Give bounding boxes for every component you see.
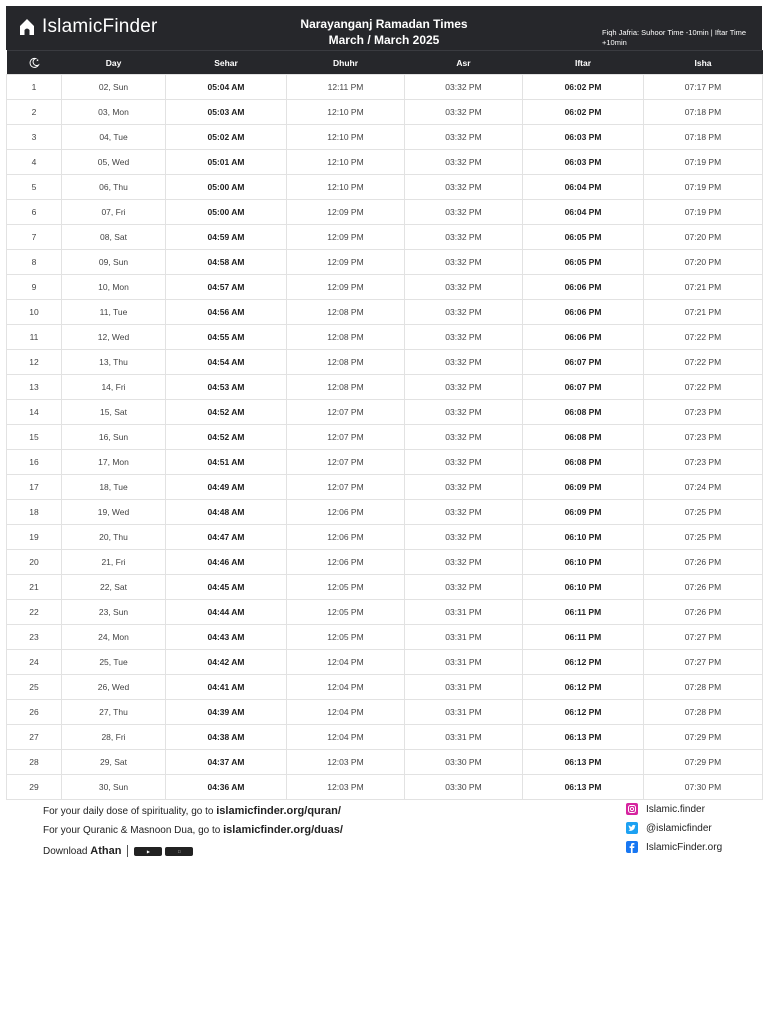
table-row (7, 550, 763, 575)
table-header-row (7, 51, 763, 75)
isha-cell: 07:21 PM (644, 300, 763, 325)
footer-quran-line (43, 805, 341, 817)
isha-cell: 07:25 PM (644, 500, 763, 525)
sehar-cell: 04:39 AM (166, 700, 287, 725)
sehar-cell: 05:03 AM (166, 100, 287, 125)
sehar-cell: 04:45 AM (166, 575, 287, 600)
iftar-cell: 06:13 PM (523, 775, 644, 800)
sehar-cell: 05:01 AM (166, 150, 287, 175)
timetable-page (6, 6, 762, 800)
isha-cell: 07:28 PM (644, 675, 763, 700)
ramadan-day-cell: 16 (7, 450, 62, 475)
ramadan-day-cell: 18 (7, 500, 62, 525)
asr-cell: 03:32 PM (405, 275, 523, 300)
ramadan-day-cell: 5 (7, 175, 62, 200)
sehar-cell: 04:36 AM (166, 775, 287, 800)
sehar-cell: 04:58 AM (166, 250, 287, 275)
iftar-cell: 06:10 PM (523, 525, 644, 550)
date-cell: 28, Fri (62, 725, 166, 750)
isha-cell: 07:20 PM (644, 250, 763, 275)
asr-cell: 03:32 PM (405, 325, 523, 350)
isha-cell: 07:26 PM (644, 575, 763, 600)
column-header-isha: Isha (644, 51, 763, 75)
app-store-badge[interactable] (165, 847, 193, 856)
dhuhr-cell: 12:04 PM (287, 650, 405, 675)
date-cell: 14, Fri (62, 375, 166, 400)
date-cell: 26, Wed (62, 675, 166, 700)
asr-cell: 03:32 PM (405, 125, 523, 150)
isha-cell: 07:18 PM (644, 125, 763, 150)
ramadan-day-cell: 13 (7, 375, 62, 400)
ramadan-day-cell: 29 (7, 775, 62, 800)
isha-cell: 07:17 PM (644, 75, 763, 100)
table-row (7, 425, 763, 450)
asr-cell: 03:32 PM (405, 550, 523, 575)
instagram-link[interactable] (626, 803, 705, 815)
table-row (7, 500, 763, 525)
dhuhr-cell: 12:11 PM (287, 75, 405, 100)
iftar-cell: 06:09 PM (523, 475, 644, 500)
isha-cell: 07:22 PM (644, 350, 763, 375)
footer-quran-text: For your daily dose of spirituality, go to (43, 806, 217, 817)
sehar-cell: 04:57 AM (166, 275, 287, 300)
ramadan-day-cell: 26 (7, 700, 62, 725)
ramadan-day-cell: 25 (7, 675, 62, 700)
isha-cell: 07:23 PM (644, 450, 763, 475)
date-cell: 27, Thu (62, 700, 166, 725)
iftar-cell: 06:11 PM (523, 625, 644, 650)
athan-app-name: Athan (90, 845, 122, 857)
asr-cell: 03:30 PM (405, 750, 523, 775)
dhuhr-cell: 12:05 PM (287, 625, 405, 650)
iftar-cell: 06:08 PM (523, 425, 644, 450)
iftar-cell: 06:08 PM (523, 400, 644, 425)
table-body (7, 75, 763, 800)
google-play-badge[interactable]: ▶ (134, 847, 162, 856)
ramadan-day-cell: 9 (7, 275, 62, 300)
asr-cell: 03:31 PM (405, 675, 523, 700)
dhuhr-cell: 12:10 PM (287, 150, 405, 175)
table-row (7, 225, 763, 250)
isha-cell: 07:28 PM (644, 700, 763, 725)
isha-cell: 07:20 PM (644, 225, 763, 250)
asr-cell: 03:32 PM (405, 350, 523, 375)
date-cell: 22, Sat (62, 575, 166, 600)
ramadan-day-cell: 2 (7, 100, 62, 125)
sehar-cell: 04:48 AM (166, 500, 287, 525)
iftar-cell: 06:03 PM (523, 125, 644, 150)
column-header-asr: Asr (405, 51, 523, 75)
sehar-cell: 04:37 AM (166, 750, 287, 775)
quran-link[interactable]: islamicfinder.org/quran/ (216, 805, 341, 817)
brand-name: IslamicFinder (42, 16, 158, 37)
table-row (7, 600, 763, 625)
iftar-cell: 06:05 PM (523, 250, 644, 275)
date-cell: 10, Mon (62, 275, 166, 300)
dhuhr-cell: 12:09 PM (287, 200, 405, 225)
iftar-cell: 06:06 PM (523, 300, 644, 325)
isha-cell: 07:24 PM (644, 475, 763, 500)
dhuhr-cell: 12:06 PM (287, 550, 405, 575)
iftar-cell: 06:11 PM (523, 600, 644, 625)
sehar-cell: 04:55 AM (166, 325, 287, 350)
asr-cell: 03:32 PM (405, 300, 523, 325)
isha-cell: 07:27 PM (644, 650, 763, 675)
table-row (7, 675, 763, 700)
sehar-cell: 04:49 AM (166, 475, 287, 500)
date-cell: 23, Sun (62, 600, 166, 625)
iftar-cell: 06:08 PM (523, 450, 644, 475)
iftar-cell: 06:06 PM (523, 325, 644, 350)
sehar-cell: 04:52 AM (166, 400, 287, 425)
ramadan-day-cell: 12 (7, 350, 62, 375)
iftar-cell: 06:13 PM (523, 750, 644, 775)
date-cell: 09, Sun (62, 250, 166, 275)
table-row (7, 750, 763, 775)
date-cell: 20, Thu (62, 525, 166, 550)
facebook-icon (626, 841, 638, 853)
asr-cell: 03:32 PM (405, 500, 523, 525)
date-cell: 08, Sat (62, 225, 166, 250)
asr-cell: 03:31 PM (405, 700, 523, 725)
ramadan-day-cell: 11 (7, 325, 62, 350)
table-row (7, 125, 763, 150)
isha-cell: 07:21 PM (644, 275, 763, 300)
sehar-cell: 04:54 AM (166, 350, 287, 375)
ramadan-day-cell: 23 (7, 625, 62, 650)
table-row (7, 175, 763, 200)
dhuhr-cell: 12:03 PM (287, 775, 405, 800)
ramadan-day-cell: 14 (7, 400, 62, 425)
table-row (7, 725, 763, 750)
dhuhr-cell: 12:08 PM (287, 350, 405, 375)
asr-cell: 03:32 PM (405, 175, 523, 200)
ramadan-day-cell: 10 (7, 300, 62, 325)
column-header-day: Day (62, 51, 166, 75)
table-row (7, 450, 763, 475)
footer-duas-line (43, 824, 343, 836)
isha-cell: 07:30 PM (644, 775, 763, 800)
ramadan-day-cell: 6 (7, 200, 62, 225)
dhuhr-cell: 12:10 PM (287, 100, 405, 125)
iftar-cell: 06:03 PM (523, 150, 644, 175)
dhuhr-cell: 12:10 PM (287, 125, 405, 150)
ramadan-day-cell: 15 (7, 425, 62, 450)
ramadan-day-cell: 4 (7, 150, 62, 175)
iftar-cell: 06:02 PM (523, 100, 644, 125)
dhuhr-cell: 12:03 PM (287, 750, 405, 775)
ramadan-timetable (6, 50, 763, 800)
isha-cell: 07:29 PM (644, 725, 763, 750)
isha-cell: 07:22 PM (644, 375, 763, 400)
asr-cell: 03:31 PM (405, 725, 523, 750)
isha-cell: 07:27 PM (644, 625, 763, 650)
date-cell: 24, Mon (62, 625, 166, 650)
dhuhr-cell: 12:07 PM (287, 450, 405, 475)
asr-cell: 03:32 PM (405, 575, 523, 600)
footer-duas-text: For your Quranic & Masnoon Dua, go to (43, 825, 224, 836)
facebook-handle: IslamicFinder.org (646, 841, 723, 853)
table-row (7, 325, 763, 350)
table-row (7, 525, 763, 550)
asr-cell: 03:32 PM (405, 150, 523, 175)
isha-cell: 07:23 PM (644, 425, 763, 450)
table-row (7, 775, 763, 800)
dhuhr-cell: 12:08 PM (287, 375, 405, 400)
date-cell: 18, Tue (62, 475, 166, 500)
asr-cell: 03:32 PM (405, 450, 523, 475)
dhuhr-cell: 12:04 PM (287, 725, 405, 750)
asr-cell: 03:32 PM (405, 475, 523, 500)
dhuhr-cell: 12:04 PM (287, 700, 405, 725)
duas-link[interactable]: islamicfinder.org/duas/ (223, 824, 343, 836)
table-row (7, 475, 763, 500)
dhuhr-cell: 12:05 PM (287, 600, 405, 625)
asr-cell: 03:32 PM (405, 225, 523, 250)
instagram-handle: Islamic.finder (646, 803, 705, 815)
asr-cell: 03:32 PM (405, 250, 523, 275)
sehar-cell: 04:47 AM (166, 525, 287, 550)
header-bar (6, 6, 762, 50)
iftar-cell: 06:06 PM (523, 275, 644, 300)
column-header-ramadan-day (7, 51, 62, 75)
asr-cell: 03:32 PM (405, 375, 523, 400)
asr-cell: 03:32 PM (405, 400, 523, 425)
asr-cell: 03:32 PM (405, 100, 523, 125)
iftar-cell: 06:10 PM (523, 575, 644, 600)
isha-cell: 07:22 PM (644, 325, 763, 350)
ramadan-day-cell: 8 (7, 250, 62, 275)
dhuhr-cell: 12:05 PM (287, 575, 405, 600)
twitter-icon (626, 822, 638, 834)
title-line-month: March / March 2025 (328, 33, 440, 47)
iftar-cell: 06:04 PM (523, 175, 644, 200)
date-cell: 11, Tue (62, 300, 166, 325)
dhuhr-cell: 12:08 PM (287, 300, 405, 325)
ramadan-day-cell: 22 (7, 600, 62, 625)
iftar-cell: 06:13 PM (523, 725, 644, 750)
date-cell: 13, Thu (62, 350, 166, 375)
date-cell: 03, Mon (62, 100, 166, 125)
iftar-cell: 06:07 PM (523, 350, 644, 375)
asr-cell: 03:32 PM (405, 200, 523, 225)
table-row (7, 275, 763, 300)
table-row (7, 75, 763, 100)
crescent-moon-icon (28, 57, 40, 69)
table-row (7, 250, 763, 275)
facebook-link[interactable] (626, 841, 722, 853)
iftar-cell: 06:12 PM (523, 700, 644, 725)
dhuhr-cell: 12:09 PM (287, 250, 405, 275)
isha-cell: 07:23 PM (644, 400, 763, 425)
sehar-cell: 04:51 AM (166, 450, 287, 475)
sehar-cell: 04:44 AM (166, 600, 287, 625)
date-cell: 12, Wed (62, 325, 166, 350)
table-row (7, 400, 763, 425)
dhuhr-cell: 12:06 PM (287, 500, 405, 525)
table-row (7, 575, 763, 600)
date-cell: 04, Tue (62, 125, 166, 150)
iftar-cell: 06:02 PM (523, 75, 644, 100)
dhuhr-cell: 12:08 PM (287, 325, 405, 350)
dhuhr-cell: 12:07 PM (287, 475, 405, 500)
isha-cell: 07:19 PM (644, 200, 763, 225)
date-cell: 15, Sat (62, 400, 166, 425)
ramadan-day-cell: 24 (7, 650, 62, 675)
table-row (7, 625, 763, 650)
fiqh-note: Fiqh Jafria: Suhoor Time -10min | Iftar Time +10min (602, 28, 747, 47)
date-cell: 02, Sun (62, 75, 166, 100)
asr-cell: 03:31 PM (405, 625, 523, 650)
dhuhr-cell: 12:07 PM (287, 400, 405, 425)
column-header-iftar: Iftar (523, 51, 644, 75)
dhuhr-cell: 12:10 PM (287, 175, 405, 200)
ramadan-day-cell: 27 (7, 725, 62, 750)
instagram-icon (626, 803, 638, 815)
iftar-cell: 06:09 PM (523, 500, 644, 525)
date-cell: 19, Wed (62, 500, 166, 525)
iftar-cell: 06:04 PM (523, 200, 644, 225)
sehar-cell: 04:52 AM (166, 425, 287, 450)
isha-cell: 07:25 PM (644, 525, 763, 550)
footer-download-line (43, 845, 193, 857)
dhuhr-cell: 12:09 PM (287, 275, 405, 300)
column-header-dhuhr: Dhuhr (287, 51, 405, 75)
sehar-cell: 05:02 AM (166, 125, 287, 150)
ramadan-day-cell: 7 (7, 225, 62, 250)
date-cell: 30, Sun (62, 775, 166, 800)
sehar-cell: 05:04 AM (166, 75, 287, 100)
sehar-cell: 04:38 AM (166, 725, 287, 750)
table-row (7, 375, 763, 400)
date-cell: 05, Wed (62, 150, 166, 175)
table-row (7, 650, 763, 675)
column-header-sehar: Sehar (166, 51, 287, 75)
dhuhr-cell: 12:04 PM (287, 675, 405, 700)
sehar-cell: 04:41 AM (166, 675, 287, 700)
asr-cell: 03:32 PM (405, 425, 523, 450)
dhuhr-cell: 12:06 PM (287, 525, 405, 550)
asr-cell: 03:30 PM (405, 775, 523, 800)
ramadan-day-cell: 19 (7, 525, 62, 550)
footer-download-text: Download (43, 846, 91, 857)
date-cell: 17, Mon (62, 450, 166, 475)
sehar-cell: 04:42 AM (166, 650, 287, 675)
dhuhr-cell: 12:07 PM (287, 425, 405, 450)
isha-cell: 07:19 PM (644, 150, 763, 175)
date-cell: 16, Sun (62, 425, 166, 450)
isha-cell: 07:19 PM (644, 175, 763, 200)
isha-cell: 07:26 PM (644, 600, 763, 625)
table-row (7, 100, 763, 125)
date-cell: 07, Fri (62, 200, 166, 225)
sehar-cell: 04:53 AM (166, 375, 287, 400)
iftar-cell: 06:12 PM (523, 650, 644, 675)
asr-cell: 03:32 PM (405, 75, 523, 100)
title-line-city: Narayanganj Ramadan Times (300, 17, 468, 31)
date-cell: 06, Thu (62, 175, 166, 200)
isha-cell: 07:18 PM (644, 100, 763, 125)
table-row (7, 700, 763, 725)
ramadan-day-cell: 21 (7, 575, 62, 600)
iftar-cell: 06:12 PM (523, 675, 644, 700)
asr-cell: 03:32 PM (405, 525, 523, 550)
sehar-cell: 05:00 AM (166, 200, 287, 225)
sehar-cell: 04:43 AM (166, 625, 287, 650)
ramadan-day-cell: 28 (7, 750, 62, 775)
iftar-cell: 06:07 PM (523, 375, 644, 400)
sehar-cell: 05:00 AM (166, 175, 287, 200)
iftar-cell: 06:10 PM (523, 550, 644, 575)
twitter-link[interactable] (626, 822, 712, 834)
date-cell: 21, Fri (62, 550, 166, 575)
date-cell: 25, Tue (62, 650, 166, 675)
ramadan-day-cell: 20 (7, 550, 62, 575)
table-row (7, 350, 763, 375)
sehar-cell: 04:59 AM (166, 225, 287, 250)
table-row (7, 300, 763, 325)
asr-cell: 03:31 PM (405, 650, 523, 675)
divider (127, 845, 128, 857)
iftar-cell: 06:05 PM (523, 225, 644, 250)
twitter-handle: @islamicfinder (646, 822, 712, 834)
dhuhr-cell: 12:09 PM (287, 225, 405, 250)
date-cell: 29, Sat (62, 750, 166, 775)
ramadan-day-cell: 3 (7, 125, 62, 150)
isha-cell: 07:29 PM (644, 750, 763, 775)
table-row (7, 200, 763, 225)
sehar-cell: 04:46 AM (166, 550, 287, 575)
sehar-cell: 04:56 AM (166, 300, 287, 325)
isha-cell: 07:26 PM (644, 550, 763, 575)
asr-cell: 03:31 PM (405, 600, 523, 625)
ramadan-day-cell: 1 (7, 75, 62, 100)
table-row (7, 150, 763, 175)
ramadan-day-cell: 17 (7, 475, 62, 500)
